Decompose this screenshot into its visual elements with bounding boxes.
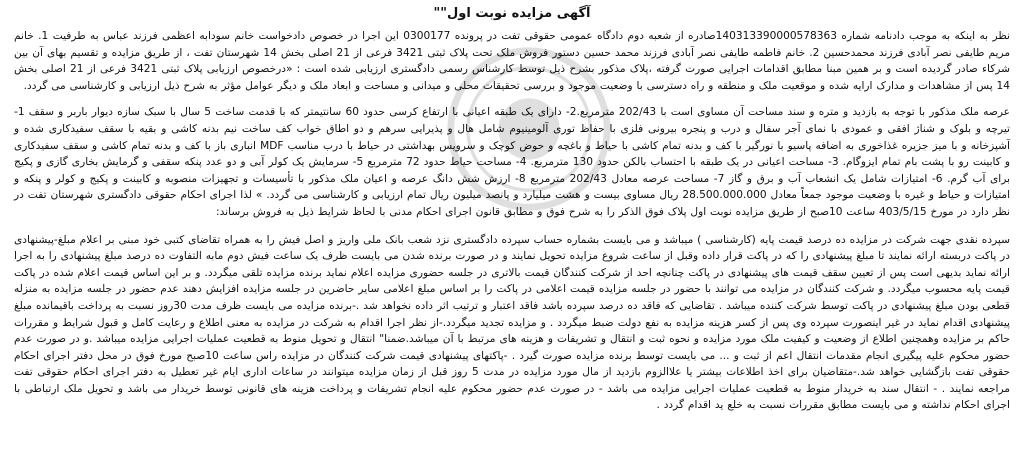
property-description-paragraph: عرصه ملک مذکور با توجه به بازدید و متره و سند مساحت آن مساوی است با 202/43 مترمربع.2- دارای یک طبقه اعیانی با ارتفاع کرسی حدود 60 سانتیمتر که با قدمت ساخت 5 سال با سبک سازه دیوار باربر و سقف 1- تیرچه و بلوک و شناژ افقی و عمودی با نمای آجر سفال و درب و پنجره بیرونی فلزی با حفاظ توری آلومینیوم شامل هال و پذیرایی سرهم و دو اطاق خواب کف ساخت نیم بدنه کاشی و بقیه با سقف سفیدکاری شده و آشپزخانه و با میز جزیره غذاخوری به اضافه پاسیو با نورگیر با کف و بدنه تمام کاشی با حیاط و باغچه و حوض کوچک و سرویس بهداشتی در حیاط با درب مناسب MDF انباری باز با کف و بدنه تمام کاشی و سقف سفیدکاری و کابینت رو با پشت بام تمام ایزوگام. 3- مساحت اعیانی در یک طبقه با احتساب بالکن حدود 130 مترمربع. 4- مساحت حیاط حدود 72 مترمربع 5- سرمایش یک کولر آبی و دو عدد پنکه سقفی و گرمایش بخاری گازی و پکیج برای آب گرم. 6- امتیازات شامل یک انشعاب آب و برق و گاز 7- مساحت عرصه معادل 202/43 مترمربع 8- ارزش شش دانگ عرصه و اعیان ملک مذکور با تأسیسات و تجهیزات منصوبه و کابینت و پکیج و کولر و پنکه و امتیازات و حیاط و غیره با وضعیت موجود جمعاً معادل 28.500.000.000 ریال مساوی بیست و هشت میلیارد و پانصد میلیون ریال تمام ارزیابی و کارشناسی می گردد. » لذا اجرای احکام حقوقی دادگستری شهرستان تفت در نظر دارد در مورخ 403/5/15 ساعت 10صبح از طریق مزایده نوبت اول پلاک فوق الذکر را به شرح فوق و مطابق قانون اجرای احکام مدنی با لحاظ شرایط ذیل به فروش برساند: <box>14 106 1011 218</box>
auction-conditions-paragraph: سپرده نقدی جهت شرکت در مزایده ده درصد قیمت پایه (کارشناسی ) میباشد و می بایست بشماره حساب سپرده دادگستری نزد شعب بانک ملی واریز و اصل فیش را به همراه تقاضای کتبی خود مبنی بر اعلام مبلغ-پیشنهادی در پاکت دربسته ارائه نمایند تا مبلغ پیشنهادی را که در پاکت قرار داده وقبل از ساعت شروع مزایده تحویل نمایند و در صورت برنده شدن می بایست ظرف یک ساعت فیش دوم مابه التفاوت ده درصد مبلغ پیشنهادی را به اجرا ارائه نماید بدیهی است پس از تعیین سقف قیمت های پیشنهادی در پاکت چنانچه احد از شرکت کنندگان قیمت بالاتری در جلسه حضوری مزایده اعلام نماید برنده مزایده تلقی میگردد. و بر این اساس قیمت اعلام شده در پاکت قیمت پایه محسوب میگردد. و شرکت کنندگان در مزایده می توانند با حضور در جلسه مزایده قیمت اعلامی در پاکت را بر اساس مبلغ اعلامی سایر حاضرین در جلسه مزایده افزایش دهند عدم حضور در جلسه مزایده به منزله قطعی بودن مبلغ پیشنهادی در پاکت توسط شرکت کننده میباشد . تقاضایی که فاقد ده درصد سپرده باشد فاقد اعتبار و ترتیب اثر داده نخواهد شد .-برنده مزایده می بایست ظرف مدت 30روز نسبت به پرداخت باقیمانده مبلغ پیشنهادی اقدام نماید در غیر اینصورت سپرده وی پس از کسر هزینه مزایده به نفع دولت ضبط میگردد . و مزایده تجدید میگردد.-از نظر اجرا اقدام به شرکت در مزایده به معنی اطلاع و رعایت کامل و قبول شرایط و مقررات حاکم بر مزایده وهمچنین اطلاع از وضعیت و کیفیت ملک مورد مزایده و نحوه ثبت و انتقال و تشریفات و هزینه های مرتبط با آن میباشد.ضمنا" انتقال و تحویل منوط به قطعیت عملیات اجرایی مزایده میباشد .و در صورت عدم حضور محکوم علیه پیگیری انجام مقدمات انتقال اعم از ثبت و ... می بایست توسط برنده مزایده صورت گیرد . -پاکتهای پیشنهادی قیمت شرکت کنندگان در مزایده راس ساعت 10صبح مورخ فوق در محل دفتر اجرای احکام حقوقی تفت بازگشایی خواهد شد.-متقاضیان برای اخذ اطلاعات بیشتر یا علاالزوم بازدید از مال مورد مزایده در مدت 5 روز قبل از زمان مزایده میتوانند در ساعات اداری ایام غیر تعطیل به دفتر اجرای احکام حقوقی تفت مراجعه نمایند . - انتقال سند به خریدار منوط به قطعیت عملیات اجرایی مزایده می باشد - در صورت عدم حضور محکوم علیه انجام تشریفات و پرداخت هزینه های قانونی توسط خریدار می باشد و تحویل ملک ارتباطی با اجرای احکام نداشته و می بایست مطابق مقررات نسبت به خلع ید اقدام گردد . <box>14 233 1011 412</box>
notice-title: آگهی مزایده نوبت اول"" <box>433 6 591 21</box>
auction-notice <box>14 4 1010 464</box>
notice-intro-paragraph: نظر به اینکه به موجب دادنامه شماره 140313390000578363صادره از شعبه دوم دادگاه عمومی حقوقی تفت در پرونده 0300177 این اجرا در خصوص دادخواست خانم سودابه اعظمی فرزند عباس به طرفیت 1. خانم مریم طایفی نصر آبادی فرزند محمدحسین 2. خانم فاطمه طایفی نصر آبادی فرزند محمد حسین دستور فروش ملک تحت پلاک ثبتی 3421 فرعی از 21 اصلی بخش 14 شهرستان تفت ، از طریق مزایده و تقسیم بهای آن بین شرکاء صادر گردیده است و بر همین مبنا مطابق اقدامات اجرایی صورت گرفته ،پلاک مذکور بشرح ذیل توسط کارشناس رسمی دادگستری ارزیابی شده است : «درخصوص ارزیابی پلاک ثبتی 3421 فرعی از 21 اصلی بخش 14 پس از مشاهدات و مدارک ارایه شده و موقعیت ملک و منطقه و راه دسترسی با وضعیت موجود و بررسی تحقیقات محلی و میدانی و مساحت و ابعاد ملک و دیگر عوامل مؤثر به شرح ذیل ارزیابی و کارشناسی می گردد. <box>14 30 1011 92</box>
